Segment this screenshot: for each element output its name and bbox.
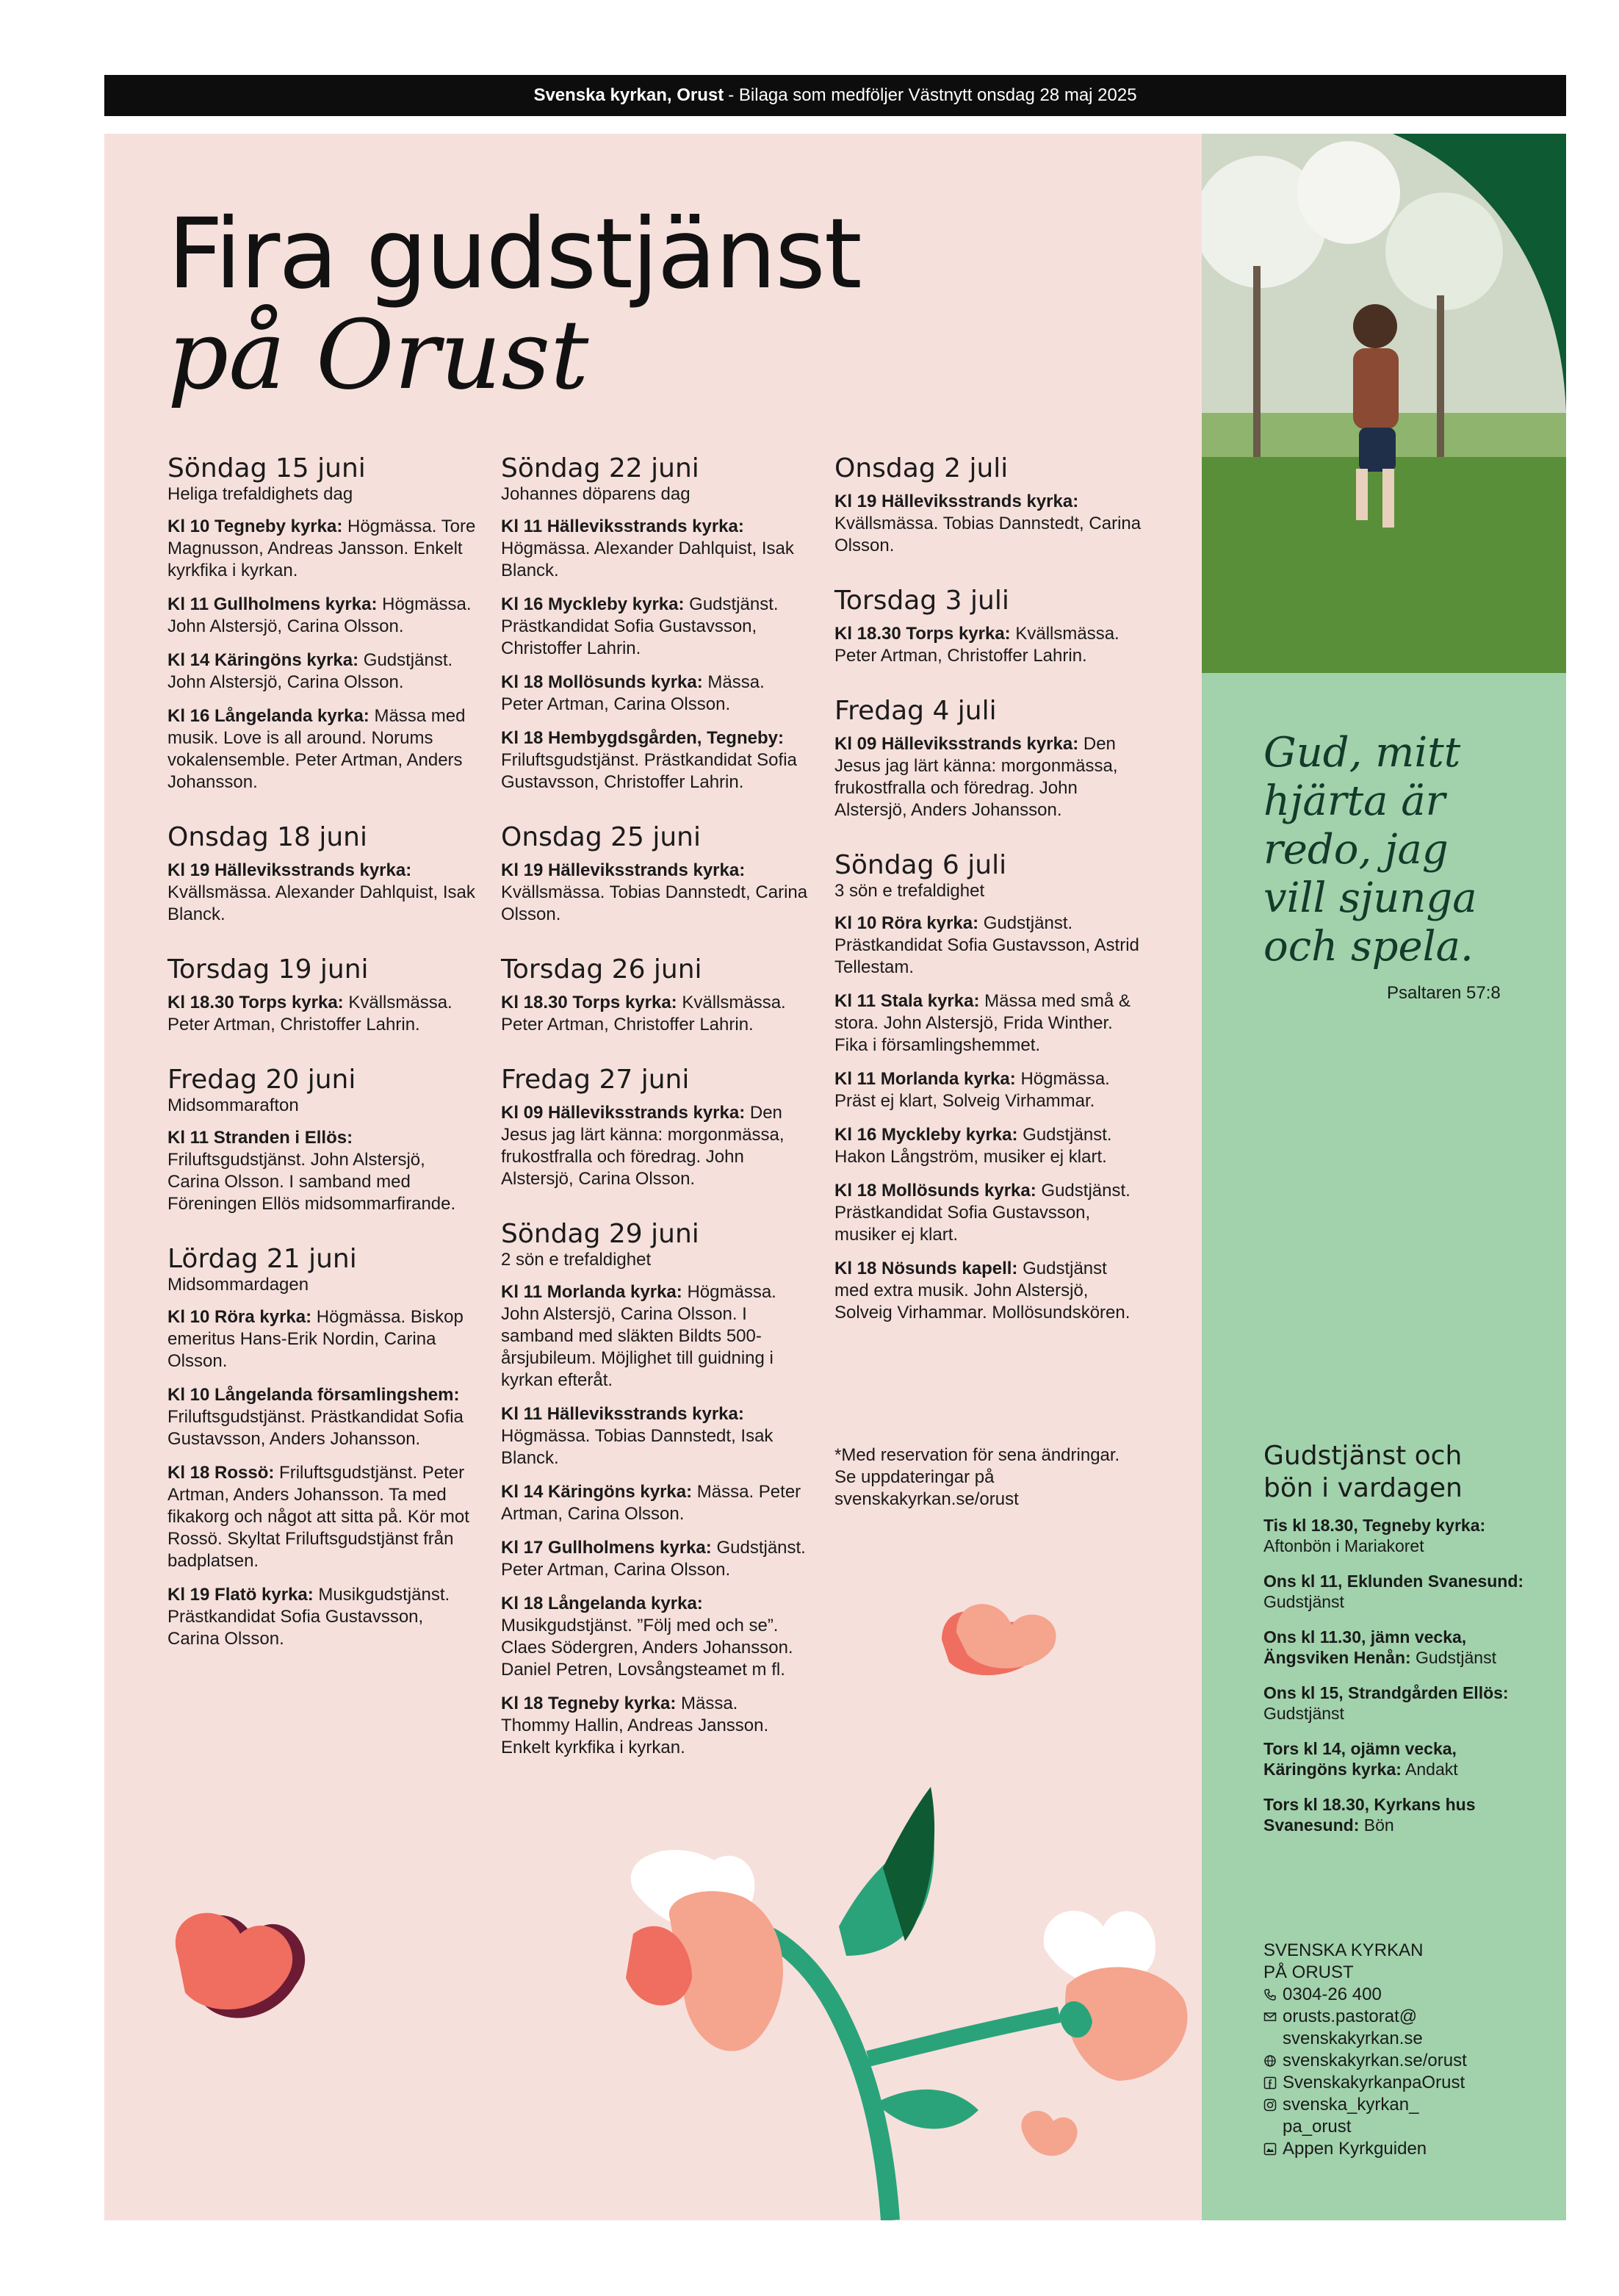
weekly-text: Bön: [1359, 1815, 1394, 1835]
weekly-time: Ons kl 15, Strandgården Ellös:: [1263, 1683, 1509, 1702]
weekly-item: [1263, 1571, 1535, 1612]
event-text: Mässa. Peter Artman, Carina Olsson.: [501, 1482, 801, 1524]
day-heading: Onsdag 2 juli: [834, 453, 1009, 483]
event-text: Kvällsmässa. Peter Artman, Christoffer Lahrin.: [834, 624, 1119, 666]
event-text: Den Jesus jag lärt känna: morgonmässa, frukostfralla och föredrag. John Alstersjö, Anders Johansson.: [834, 734, 1118, 820]
quote-reference: Psaltaren 57:8: [1387, 983, 1501, 1003]
weekly-text: Gudstjänst: [1410, 1648, 1496, 1667]
event-text: Kvällsmässa. Tobias Dannstedt, Carina Olsson.: [834, 514, 1142, 555]
weekly-text: Gudstjänst: [1263, 1704, 1344, 1723]
weekly-text: Gudstjänst: [1263, 1592, 1344, 1611]
event-time: Kl 18 Långelanda kyrka:: [501, 1594, 703, 1613]
event-time: Kl 18 Tegneby kyrka:: [501, 1694, 677, 1713]
contact-facebook: [1263, 2072, 1550, 2094]
day-block: [834, 851, 1143, 1324]
contact-text: Appen Kyrkguiden: [1283, 2139, 1427, 2159]
event-time: Kl 17 Gullholmens kyrka:: [501, 1538, 712, 1558]
schedule-column-3: [834, 454, 1143, 1353]
quote-line: vill sjunga: [1263, 874, 1477, 922]
event-text: Högmässa. Tobias Dannstedt, Isak Blanck.: [501, 1426, 774, 1468]
event-item: [167, 860, 476, 926]
day-heading: Onsdag 18 juni: [167, 822, 368, 852]
contact-phone: [1263, 1984, 1550, 2006]
event-time: Kl 11 Stala kyrka:: [834, 991, 980, 1011]
event-time: Kl 11 Morlanda kyrka:: [834, 1069, 1016, 1089]
event-item: [501, 1537, 810, 1581]
event-item: [834, 1258, 1143, 1324]
contact-block: [1263, 1940, 1550, 2160]
weekly-title-line: Gudstjänst och: [1263, 1441, 1463, 1471]
day-block: [834, 586, 1143, 667]
day-subtitle: Johannes döparens dag: [501, 484, 690, 504]
weekly-time: Ons kl 11, Eklunden Svanesund:: [1263, 1572, 1524, 1591]
event-text: Gudstjänst. Prästkandidat Sofia Gustavsson, Astrid Tellestam.: [834, 913, 1139, 977]
event-text: Kvällsmässa. Peter Artman, Christoffer Lahrin.: [167, 993, 452, 1034]
day-heading: Fredag 27 juni: [501, 1065, 690, 1095]
weekly-item: [1263, 1683, 1535, 1724]
weekly-text: Andakt: [1401, 1760, 1458, 1779]
weekly-time: Tis kl 18.30, Tegneby kyrka:: [1263, 1516, 1486, 1535]
page-subtitle: på Orust: [167, 299, 589, 411]
event-text: Mässa med små & stora. John Alstersjö, Frida Winther. Fika i församlingshemmet.: [834, 991, 1131, 1055]
event-time: Kl 10 Röra kyrka:: [834, 913, 979, 933]
phone-icon: [1263, 1988, 1277, 2001]
event-text: Mässa. Peter Artman, Carina Olsson.: [501, 672, 765, 714]
event-item: [501, 516, 810, 582]
day-block: [501, 955, 810, 1036]
event-item: [501, 672, 810, 716]
event-time: Kl 19 Hälleviksstrands kyrka:: [834, 492, 1079, 511]
event-time: Kl 11 Morlanda kyrka:: [501, 1282, 682, 1302]
day-heading: Torsdag 26 juni: [501, 954, 702, 985]
event-time: Kl 18 Hembygdsgården, Tegneby:: [501, 728, 784, 748]
event-time: Kl 18.30 Torps kyrka:: [167, 993, 344, 1012]
event-item: [167, 992, 476, 1036]
day-heading: Söndag 15 juni: [167, 453, 366, 483]
event-item: [167, 649, 476, 694]
event-item: [167, 1584, 476, 1650]
event-time: Kl 11 Stranden i Ellös:: [167, 1128, 353, 1148]
event-item: [834, 1124, 1143, 1168]
weekly-time: Tors kl 18.30, Kyrkans hus Svanesund:: [1263, 1795, 1476, 1835]
event-item: [501, 1593, 810, 1681]
header-publication: Svenska kyrkan, Orust: [533, 85, 724, 105]
weekly-list: [1263, 1515, 1535, 1850]
event-item: [834, 913, 1143, 979]
contact-mail: [1263, 2006, 1550, 2050]
event-time: Kl 10 Långelanda församlingshem:: [167, 1385, 460, 1405]
org-name: PÅ ORUST: [1263, 1962, 1354, 1982]
org-name: SVENSKA KYRKAN: [1263, 1940, 1424, 1960]
day-block: [501, 454, 810, 793]
day-heading: Söndag 6 juli: [834, 850, 1007, 880]
quote-line: redo, jag: [1263, 826, 1449, 874]
event-item: [501, 992, 810, 1036]
event-text: Musikgudstjänst. ”Följ med och se”. Claes Södergren, Anders Johansson. Daniel Petren, Lovsångsteamet m fl.: [501, 1616, 793, 1680]
header-supplement: - Bilaga som medföljer Västnytt onsdag 28 maj 2025: [728, 85, 1137, 105]
schedule-column-2: [501, 454, 810, 1788]
event-time: Kl 18 Mollösunds kyrka:: [834, 1181, 1036, 1201]
heart-decoration-right: [942, 1604, 1056, 1675]
quote-line: Gud, mitt: [1263, 729, 1461, 777]
heart-decoration-left: [176, 1913, 305, 2018]
event-time: Kl 14 Käringöns kyrka:: [167, 650, 359, 670]
event-text: Gudstjänst. Prästkandidat Sofia Gustavsson, Christoffer Lahrin.: [501, 594, 779, 658]
day-heading: Söndag 22 juni: [501, 453, 699, 483]
event-time: Kl 16 Myckleby kyrka:: [501, 594, 685, 614]
event-text: Friluftsgudstjänst. Peter Artman, Anders Johansson. Ta med fikakorg och något att sitta på. Kör mot Rossö. Skyltat Friluftsgudstjänst från badplatsen.: [167, 1463, 469, 1571]
contact-app: [1263, 2138, 1550, 2160]
event-text: Högmässa. Präst ej klart, Solveig Virhammar.: [834, 1069, 1110, 1111]
day-block: [167, 1065, 476, 1215]
contact-text: svenska_kyrkan_ pa_orust: [1283, 2095, 1419, 2137]
event-text: Högmässa. Biskop emeritus Hans-Erik Nordin, Carina Olsson.: [167, 1307, 464, 1371]
event-item: [167, 1384, 476, 1450]
weekly-title: [1263, 1440, 1463, 1505]
event-text: Gudstjänst. Hakon Långström, musiker ej klart.: [834, 1125, 1112, 1167]
event-text: Mässa. Thommy Hallin, Andreas Jansson. Enkelt kyrkfika i kyrkan.: [501, 1694, 769, 1757]
page-title: Fira gudstjänst: [167, 198, 861, 311]
day-subtitle: 3 sön e trefaldighet: [834, 881, 985, 901]
event-text: Gudstjänst. Prästkandidat Sofia Gustavsson, musiker ej klart.: [834, 1181, 1131, 1245]
event-item: [501, 860, 810, 926]
event-item: [501, 1481, 810, 1525]
day-block: [167, 955, 476, 1036]
day-heading: Fredag 4 juli: [834, 696, 997, 726]
event-item: [167, 1127, 476, 1215]
day-block: [501, 1220, 810, 1759]
event-time: Kl 09 Hälleviksstrands kyrka:: [834, 734, 1079, 754]
event-text: Högmässa. John Alstersjö, Carina Olsson.: [167, 594, 472, 636]
day-block: [501, 823, 810, 926]
weekly-time: Ons kl 11.30, jämn vecka, Ängsviken Henån:: [1263, 1627, 1467, 1667]
event-item: [834, 733, 1143, 821]
quote-line: och spela.: [1263, 923, 1474, 971]
event-time: Kl 19 Hälleviksstrands kyrka:: [167, 860, 412, 880]
event-time: Kl 19 Hälleviksstrands kyrka:: [501, 860, 746, 880]
day-subtitle: Heliga trefaldighets dag: [167, 484, 353, 504]
event-item: [834, 1180, 1143, 1246]
event-time: Kl 18 Rossö:: [167, 1463, 275, 1483]
event-time: Kl 18 Mollösunds kyrka:: [501, 672, 703, 692]
event-time: Kl 10 Röra kyrka:: [167, 1307, 312, 1327]
contact-text: orusts.pastorat@ svenskakyrkan.se: [1283, 2007, 1423, 2048]
day-heading: Torsdag 19 juni: [167, 954, 369, 985]
contact-text: SvenskakyrkanpaOrust: [1283, 2073, 1465, 2092]
event-text: Friluftsgudstjänst. John Alstersjö, Carina Olsson. I samband med Föreningen Ellös midsommarfirande.: [167, 1150, 456, 1214]
event-time: Kl 11 Hälleviksstrands kyrka:: [501, 1404, 744, 1424]
weekly-text: Aftonbön i Mariakoret: [1263, 1536, 1424, 1555]
photo-illustration: [1202, 134, 1566, 673]
day-heading: Fredag 20 juni: [167, 1065, 356, 1095]
day-heading: Lördag 21 juni: [167, 1244, 357, 1274]
event-text: Friluftsgudstjänst. Prästkandidat Sofia Gustavsson, Christoffer Lahrin.: [501, 750, 797, 792]
event-time: Kl 19 Flatö kyrka:: [167, 1585, 314, 1605]
bible-quote: [1263, 729, 1477, 971]
schedule-column-1: [167, 454, 476, 1680]
day-subtitle: 2 sön e trefaldighet: [501, 1250, 652, 1270]
weekly-item: [1263, 1515, 1535, 1556]
event-item: [501, 1102, 810, 1190]
contact-text: 0304-26 400: [1283, 1984, 1382, 2004]
event-text: Kvällsmässa. Peter Artman, Christoffer Lahrin.: [501, 993, 786, 1034]
day-block: [834, 697, 1143, 821]
day-heading: Onsdag 25 juni: [501, 822, 702, 852]
contact-instagram: [1263, 2094, 1550, 2138]
event-text: Musikgudstjänst. Prästkandidat Sofia Gustavsson, Carina Olsson.: [167, 1585, 450, 1649]
event-text: Gudstjänst. John Alstersjö, Carina Olsson.: [167, 650, 453, 692]
event-item: [167, 516, 476, 582]
event-text: Friluftsgudstjänst. Prästkandidat Sofia Gustavsson, Anders Johansson.: [167, 1407, 464, 1449]
event-item: [501, 1693, 810, 1759]
day-block: [167, 823, 476, 926]
quote-line: hjärta är: [1263, 777, 1446, 825]
day-subtitle: Midsommarafton: [167, 1095, 299, 1115]
event-time: Kl 14 Käringöns kyrka:: [501, 1482, 693, 1502]
event-text: Högmässa. Alexander Dahlquist, Isak Blanck.: [501, 539, 794, 580]
event-time: Kl 18 Nösunds kapell:: [834, 1259, 1018, 1278]
event-text: Den Jesus jag lärt känna: morgonmässa, frukostfralla och föredrag. John Alstersjö, Carina Olsson.: [501, 1103, 785, 1189]
event-item: [501, 727, 810, 793]
weekly-time: Tors kl 14, ojämn vecka, Käringöns kyrka:: [1263, 1739, 1457, 1779]
contact-web: [1263, 2050, 1550, 2072]
day-heading: Torsdag 3 juli: [834, 586, 1009, 616]
instagram-icon: [1263, 2098, 1277, 2112]
event-time: Kl 16 Myckleby kyrka:: [834, 1125, 1018, 1145]
event-time: Kl 18.30 Torps kyrka:: [834, 624, 1011, 644]
event-item: [501, 1281, 810, 1392]
globe-icon: [1263, 2054, 1277, 2068]
event-item: [834, 491, 1143, 557]
event-time: Kl 16 Långelanda kyrka:: [167, 706, 369, 726]
event-item: [167, 705, 476, 793]
weekly-item: [1263, 1794, 1535, 1835]
event-item: [501, 1403, 810, 1469]
reservation-note: *Med reservation för sena ändringar. Se uppdateringar på svenskakyrkan.se/orust: [834, 1445, 1120, 1509]
event-time: Kl 11 Hälleviksstrands kyrka:: [501, 517, 744, 536]
event-item: [834, 1068, 1143, 1112]
day-block: [501, 1065, 810, 1190]
event-item: [834, 990, 1143, 1057]
event-text: Högmässa. John Alstersjö, Carina Olsson. I samband med släkten Bildts 500-årsjubileum. Möjlighet till guidning i kyrkan efteråt.: [501, 1282, 776, 1390]
event-time: Kl 18.30 Torps kyrka:: [501, 993, 677, 1012]
event-text: Kvällsmässa. Alexander Dahlquist, Isak Blanck.: [167, 882, 475, 924]
event-text: Högmässa. Tore Magnusson, Andreas Jansson. Enkelt kyrkfika i kyrkan.: [167, 517, 476, 580]
facebook-icon: [1263, 2076, 1277, 2090]
event-text: Gudstjänst med extra musik. John Alstersjö, Solveig Virhammar. Mollösundskören.: [834, 1259, 1131, 1322]
event-time: Kl 10 Tegneby kyrka:: [167, 517, 343, 536]
day-heading: Söndag 29 juni: [501, 1219, 699, 1249]
day-subtitle: Midsommardagen: [167, 1275, 309, 1295]
contact-text: svenskakyrkan.se/orust: [1283, 2051, 1467, 2070]
event-item: [501, 594, 810, 660]
event-item: [834, 623, 1143, 667]
event-item: [167, 594, 476, 638]
header-bar: [104, 75, 1566, 116]
day-block: [167, 454, 476, 793]
event-text: Mässa med musik. Love is all around. Norums vokalensemble. Peter Artman, Anders Johansson.: [167, 706, 466, 792]
event-time: Kl 11 Gullholmens kyrka:: [167, 594, 378, 614]
event-item: [167, 1306, 476, 1372]
weekly-item: [1263, 1738, 1535, 1779]
app-icon: [1263, 2142, 1277, 2156]
event-item: [167, 1462, 476, 1572]
mail-icon: [1263, 2010, 1277, 2023]
event-text: Kvällsmässa. Tobias Dannstedt, Carina Olsson.: [501, 882, 808, 924]
weekly-title-line: bön i vardagen: [1263, 1473, 1463, 1503]
event-text: Gudstjänst. Peter Artman, Carina Olsson.: [501, 1538, 806, 1580]
photo-running-child: [1202, 134, 1566, 673]
day-block: [167, 1245, 476, 1650]
weekly-item: [1263, 1627, 1535, 1668]
day-block: [834, 454, 1143, 557]
event-time: Kl 09 Hälleviksstrands kyrka:: [501, 1103, 746, 1123]
